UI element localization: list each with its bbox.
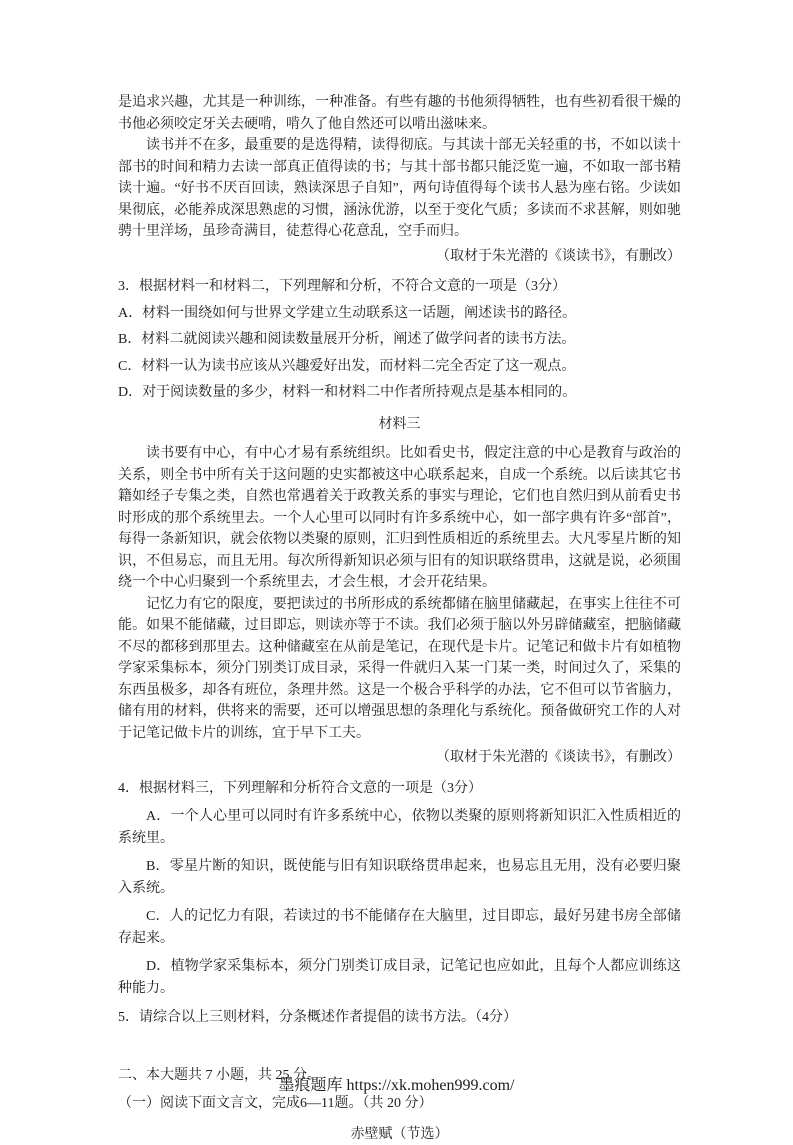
section-2-heading: 二、本大题共 7 小题，共 25 分。 xyxy=(118,1065,681,1087)
source-attribution-2: （取材于朱光潜的《谈读书》，有删改） xyxy=(118,747,681,769)
paragraph-precision-reading: 读书并不在多，最重要的是选得精，读得彻底。与其读十部无关轻重的书，不如以读十部书的时间和精力去读一部真正值得读的书；与其十部书都只能泛览一遍，不如取一部书精读十遍。“好书不厌百回读，熟读深思子自知”，两句诗值得每个读书人悬为座右铭。少读如果彻底，必能养成深思熟虑的习惯，涵泳优游，以至于变化气质；多读而不求甚解，则如驰骋十里洋场，虽珍奇满目，徒惹得心花意乱，空手而归。 xyxy=(118,135,681,243)
question-4-option-d: D．植物学家采集标本，须分门别类订成目录，记笔记也应如此，且每个人都应训练这种能力。 xyxy=(118,956,681,999)
question-3-option-d: D．对于阅读数量的多少，材料一和材料二中作者所持观点是基本相同的。 xyxy=(118,382,681,404)
essay-title: 赤壁赋（节选） xyxy=(118,1124,681,1145)
question-4-option-a: A．一个人心里可以同时有许多系统中心，依物以类聚的原则将新知识汇入性质相近的系统里。 xyxy=(118,806,681,849)
question-3-option-c: C．材料一认为读书应该从兴趣爱好出发，而材料二完全否定了这一观点。 xyxy=(118,356,681,378)
question-5-stem: 5．请综合以上三则材料，分条概述作者提倡的读书方法。（4分） xyxy=(118,1007,681,1029)
material-3-paragraph-2: 记忆力有它的限度，要把读过的书所形成的系统都储在脑里储藏起，在事实上往往不可能。如果不能储藏，过目即忘，则读亦等于不读。我们必须于脑以外另辟储藏室，把脑储藏不尽的都移到那里去。这种储藏室在从前是笔记，在现代是卡片。记笔记和做卡片有如植物学家采集标本，须分门别类订成目录，采得一件就归入某一门某一类，时间过久了，采集的东西虽极多，却各有班位，条理井然。这是一个极合乎科学的办法，它不但可以节省脑力，储有用的材料，供将来的需要，还可以增强思想的条理化与系统化。预备做研究工作的人对于记笔记做卡片的训练，宜于早下工夫。 xyxy=(118,594,681,745)
question-4-option-b: B．零星片断的知识，既使能与旧有知识联络贯串起来，也易忘且无用，没有必要归聚入系统。 xyxy=(118,856,681,899)
source-attribution-1: （取材于朱光潜的《谈读书》，有删改） xyxy=(118,246,681,268)
material-3-heading: 材料三 xyxy=(118,414,681,436)
question-4-option-c: C．人的记忆力有限，若读过的书不能储存在大脑里，过目即忘，最好另建书房全部储存起来。 xyxy=(118,906,681,949)
paragraph-continuation: 是追求兴趣，尤其是一种训练，一种准备。有些有趣的书他须得牺牲，也有些初看很干燥的书他必须咬定牙关去硬啃，啃久了他自然还可以啃出滋味来。 xyxy=(118,92,681,135)
material-3-paragraph-1: 读书要有中心，有中心才易有系统组织。比如看史书，假定注意的中心是教育与政治的关系，则全书中所有关于这问题的史实都被这中心联系起来，自成一个系统。以后读其它书籍如经子专集之类，自然也常遇着关于政教关系的事实与理论，它们也自然归到从前看史书时形成的那个系统里去。一个人心里可以同时有许多系统中心，如一部字典有许多“部首”，每得一条新知识，就会依物以类聚的原则，汇归到性质相近的系统里去。大凡零星片断的知识，不但易忘，而且无用。每次所得新知识必须与旧有的知识联络贯串，这就是说，必须围绕一个中心归聚到一个系统里去，才会生根，才会开花结果。 xyxy=(118,443,681,594)
footer-watermark xyxy=(0,1075,793,1097)
question-3-stem: 3．根据材料一和材料二，下列理解和分析，不符合文意的一项是（3分） xyxy=(118,276,681,298)
section-2-instruction: （一）阅读下面文言文，完成6—11题。（共 20 分） xyxy=(118,1093,681,1115)
question-4-stem: 4．根据材料三，下列理解和分析符合文意的一项是（3分） xyxy=(118,778,681,800)
question-3-option-a: A．材料一围绕如何与世界文学建立生动联系这一话题，阐述读书的路径。 xyxy=(118,303,681,325)
footer-site-link[interactable]: 墨痕题库 https://xk.mohen999.com/ xyxy=(279,1077,515,1094)
question-3-option-b: B．材料二就阅读兴趣和阅读数量展开分析，阐述了做学问者的读书方法。 xyxy=(118,329,681,351)
